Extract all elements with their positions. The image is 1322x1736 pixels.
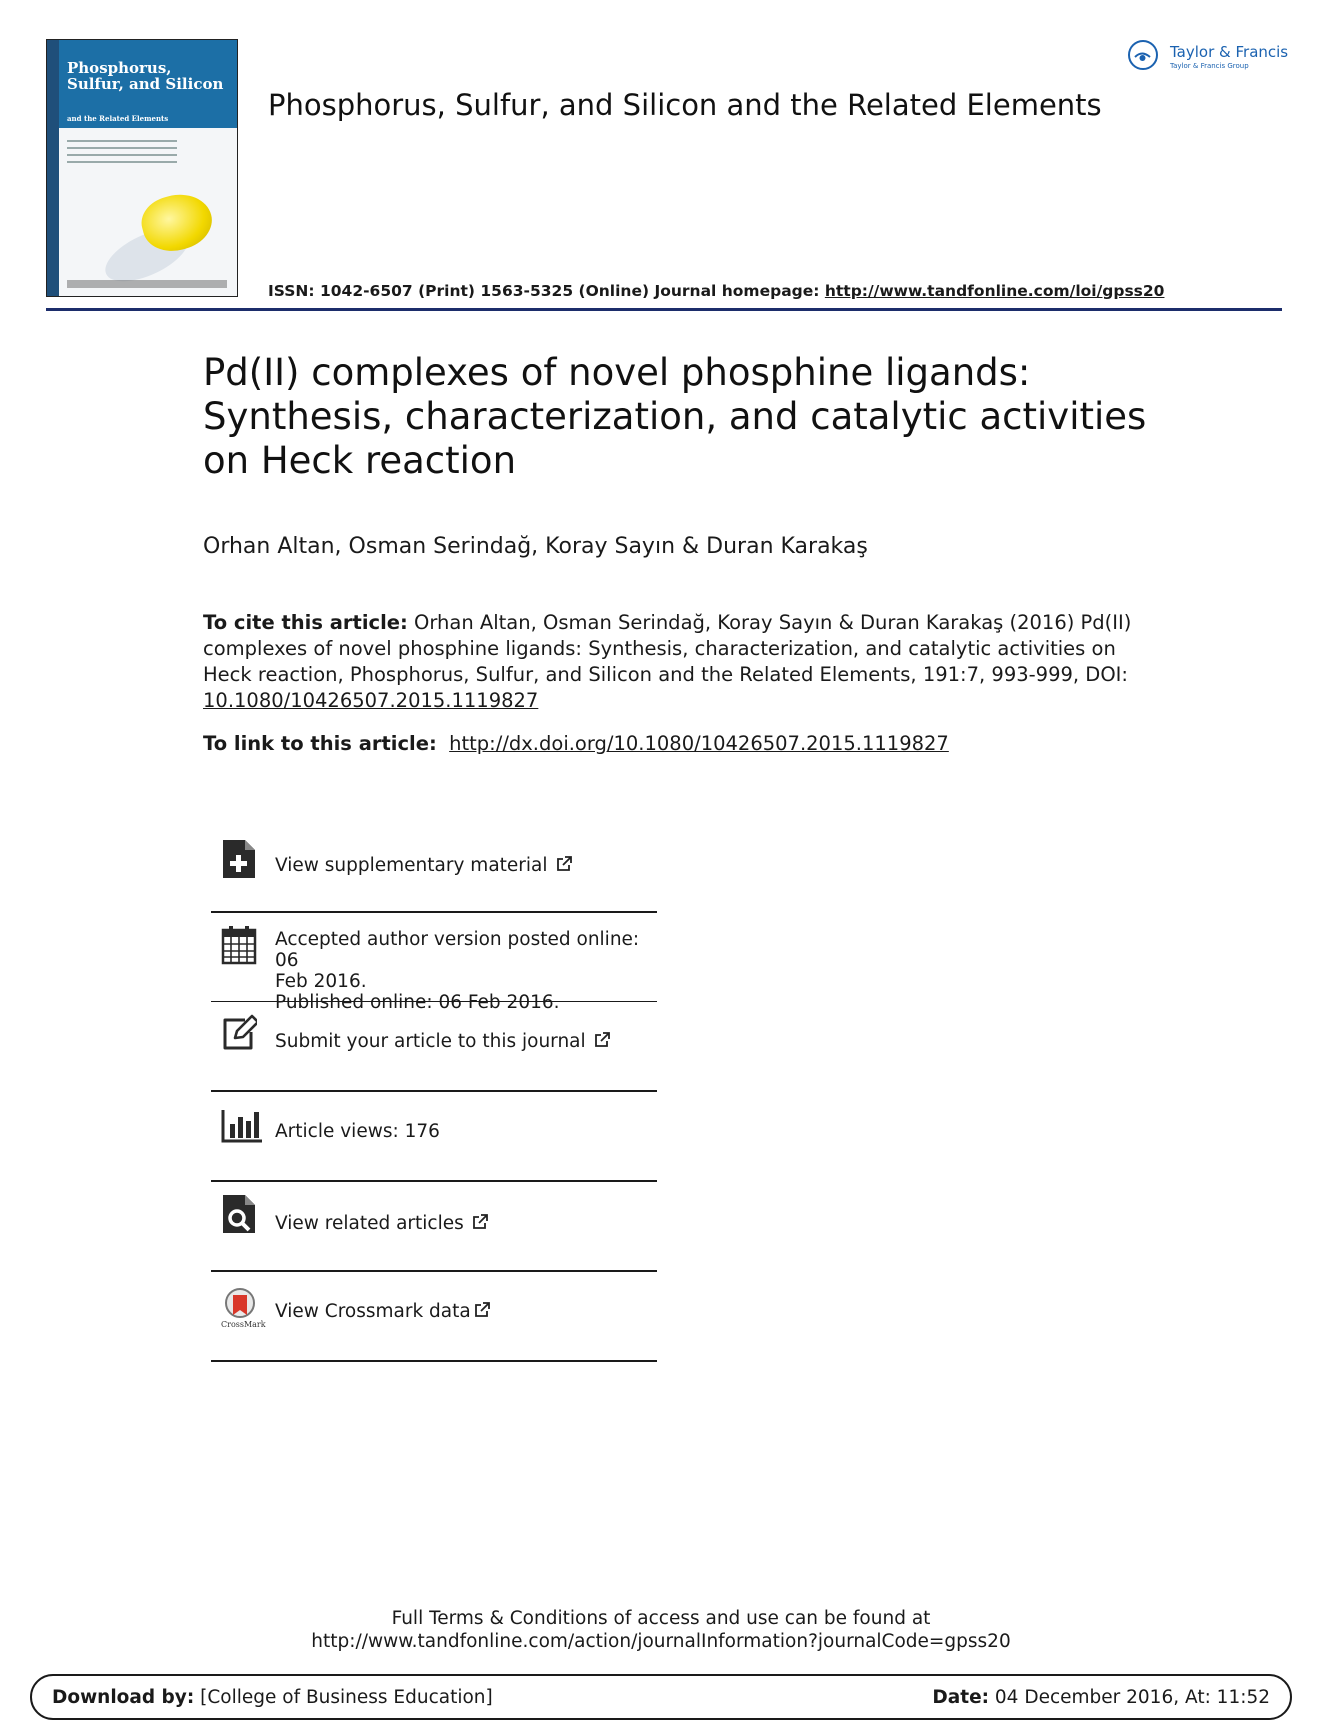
issn-text: ISSN: 1042-6507 (Print) 1563-5325 (Online) Journal homepage:	[268, 282, 825, 300]
download-date-label: Date:	[932, 1687, 990, 1708]
issn-line	[268, 282, 1164, 300]
supplementary-item[interactable]	[211, 825, 657, 911]
external-link-icon	[556, 856, 572, 872]
header-divider	[46, 308, 1282, 311]
download-by	[52, 1687, 493, 1708]
terms-line-1: Full Terms & Conditions of access and use can be found at	[391, 1608, 931, 1629]
external-link-icon	[474, 1302, 490, 1318]
download-info-bar	[30, 1674, 1292, 1720]
download-date-value: 04 December 2016, At: 11:52	[989, 1687, 1270, 1708]
article-info-list	[211, 825, 657, 1362]
terms-url[interactable]: http://www.tandfonline.com/action/journalInformation?journalCode=gpss20	[311, 1631, 1011, 1652]
article-link-label: To link to this article:	[203, 732, 437, 755]
edit-icon	[221, 1012, 257, 1052]
download-by-value: [College of Business Education]	[194, 1687, 493, 1708]
article-doi-link[interactable]: http://dx.doi.org/10.1080/10426507.2015.1119827	[449, 732, 949, 755]
calendar-icon	[221, 925, 257, 965]
published-date: Published online: 06 Feb 2016.	[275, 992, 560, 1013]
crossmark-item[interactable]	[211, 1272, 657, 1360]
supplementary-label: View supplementary material	[275, 855, 548, 876]
external-link-icon	[594, 1032, 610, 1048]
download-by-label: Download by:	[52, 1687, 195, 1708]
crossmark-icon	[221, 1288, 266, 1332]
publisher-group: Taylor & Francis Group	[1170, 62, 1249, 70]
citation-block	[203, 610, 1143, 714]
article-views-item	[211, 1092, 657, 1180]
citation-label: To cite this article:	[203, 611, 408, 634]
article-views-label: Article views: 176	[275, 1121, 440, 1142]
crossmark-label: View Crossmark data	[275, 1301, 471, 1322]
article-title: Pd(II) complexes of novel phosphine ligands: Synthesis, characterization, and catalytic activities on Heck reaction	[203, 351, 1147, 482]
bar-chart-icon	[221, 1106, 263, 1146]
journal-homepage-link[interactable]: http://www.tandfonline.com/loi/gpss20	[824, 282, 1165, 300]
crossmark-logo-text: CrossMark	[221, 1320, 266, 1329]
citation-text: Orhan Altan, Osman Serindağ, Koray Sayın & Duran Karakaş (2016) Pd(II) complexes of novel phosphine ligands: Synthesis, characterization, and catalytic activities on Heck reaction, Phosphorus, Sulfur, and Silicon and the Related Elements, 191:7, 993-999, DOI:	[203, 611, 1132, 686]
external-link-icon	[472, 1214, 488, 1230]
publication-dates-item	[211, 913, 657, 1013]
submit-article-item[interactable]	[211, 1002, 657, 1090]
info-divider	[211, 1360, 657, 1362]
download-date	[932, 1687, 1270, 1708]
document-plus-icon	[221, 839, 257, 879]
article-link-line	[203, 732, 949, 755]
journal-name: Phosphorus, Sulfur, and Silicon and the Related Elements	[268, 88, 1102, 122]
related-articles-label: View related articles	[275, 1213, 464, 1234]
document-search-icon	[221, 1194, 257, 1234]
accepted-date-line-2: Feb 2016.	[275, 971, 367, 992]
cover-title: Phosphorus, Sulfur, and Silicon	[67, 59, 224, 93]
citation-doi-link[interactable]: 10.1080/10426507.2015.1119827	[203, 689, 539, 712]
article-authors: Orhan Altan, Osman Serindağ, Koray Sayın & Duran Karakaş	[203, 534, 868, 559]
submit-article-label: Submit your article to this journal	[275, 1031, 586, 1052]
related-articles-item[interactable]	[211, 1182, 657, 1270]
terms-notice	[0, 1607, 1322, 1653]
publisher-name: Taylor & Francis	[1170, 43, 1289, 61]
journal-cover-image	[46, 39, 238, 297]
accepted-date-line-1: Accepted author version posted online: 06	[275, 929, 640, 971]
publisher-logo-icon	[1128, 40, 1158, 70]
cover-subtitle: and the Related Elements	[67, 114, 169, 123]
